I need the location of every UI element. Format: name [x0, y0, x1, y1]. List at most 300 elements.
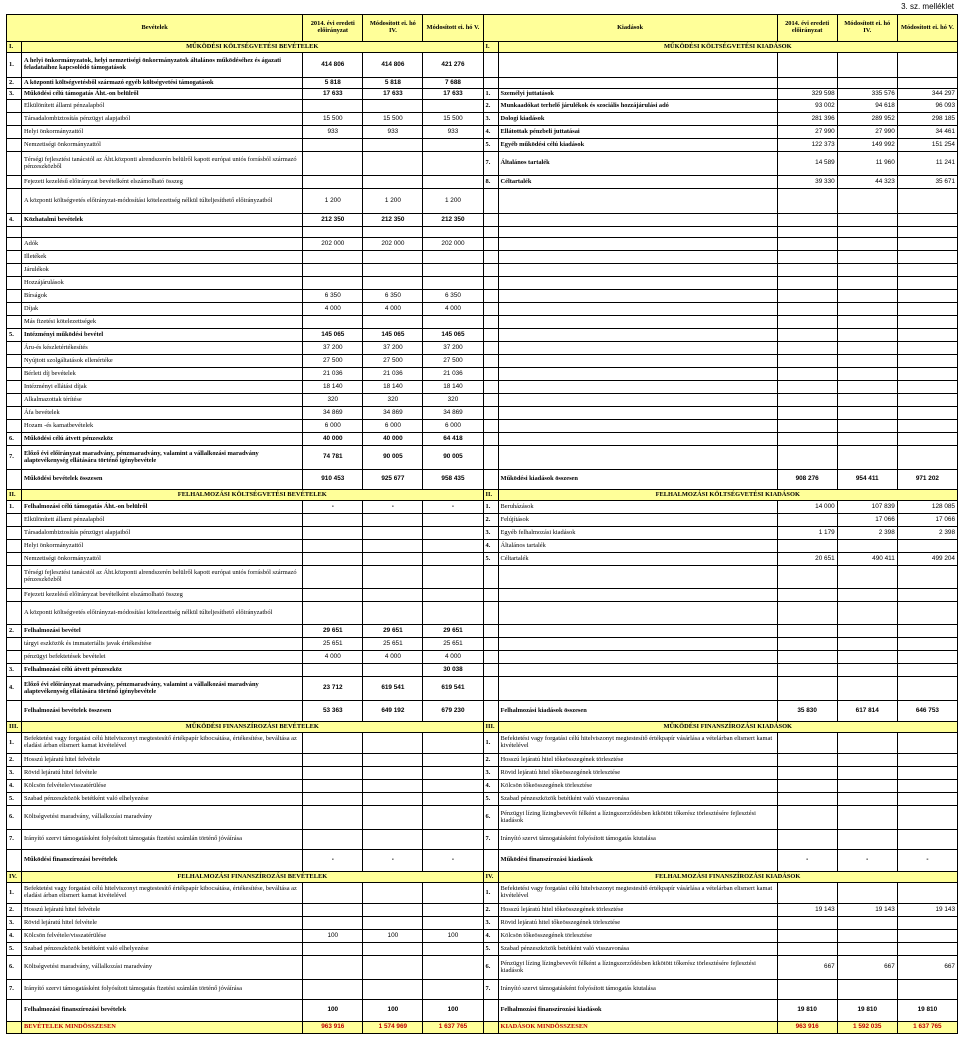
expense-mod-iv	[837, 638, 897, 651]
row-number: 3.	[7, 664, 22, 677]
income-mod-iv	[363, 980, 423, 1000]
expense-label	[498, 433, 777, 446]
expense-mod-iv	[837, 677, 897, 701]
income-eredeti	[303, 100, 363, 113]
expense-label	[498, 664, 777, 677]
expense-mod-iv	[837, 830, 897, 850]
row-number	[483, 238, 498, 251]
income-total-label: Felhalmozási bevételek összesen	[22, 701, 303, 722]
expense-mod-iv	[837, 342, 897, 355]
income-mod-v	[423, 767, 483, 780]
row-number	[7, 381, 22, 394]
section-number: III.	[7, 722, 22, 733]
expense-mod-v	[897, 355, 957, 368]
row-number	[7, 113, 22, 126]
expense-eredeti	[777, 303, 837, 316]
income-eredeti: -	[303, 501, 363, 514]
row-number	[483, 214, 498, 227]
income-total-eredeti: -	[303, 850, 363, 872]
income-mod-v	[423, 139, 483, 152]
expense-mod-v	[897, 754, 957, 767]
expense-mod-iv	[837, 189, 897, 214]
expense-mod-v: 128 085	[897, 501, 957, 514]
expense-eredeti: 20 651	[777, 553, 837, 566]
expense-eredeti	[777, 53, 837, 78]
row-number: 2.	[7, 754, 22, 767]
income-mod-iv	[363, 152, 423, 176]
income-mod-iv: 25 651	[363, 638, 423, 651]
income-mod-v: 202 000	[423, 238, 483, 251]
income-mod-v	[423, 780, 483, 793]
income-eredeti: 202 000	[303, 238, 363, 251]
income-mod-v	[423, 793, 483, 806]
table-row	[7, 980, 958, 1000]
expense-eredeti	[777, 189, 837, 214]
expense-eredeti	[777, 355, 837, 368]
income-mod-iv: 34 869	[363, 407, 423, 420]
expense-eredeti	[777, 394, 837, 407]
row-number	[7, 176, 22, 189]
income-mod-iv	[363, 589, 423, 602]
income-mod-v: 27 500	[423, 355, 483, 368]
row-number: 3.	[483, 113, 498, 126]
income-mod-iv	[363, 553, 423, 566]
header-mod-iv-right	[837, 15, 897, 42]
income-eredeti	[303, 227, 363, 238]
income-eredeti	[303, 830, 363, 850]
row-number	[7, 394, 22, 407]
table-row	[7, 238, 958, 251]
income-label: Térségi fejlesztési tanácstól az Áht.központi alrendszerén belülről kapott európai uniós forrásból származó pénzeszközből	[22, 152, 303, 176]
expense-mod-v: 35 671	[897, 176, 957, 189]
table-row	[7, 342, 958, 355]
income-grand-eredeti: 963 916	[303, 1022, 363, 1034]
income-mod-iv	[363, 602, 423, 625]
row-number	[7, 368, 22, 381]
expense-total-eredeti: -	[777, 850, 837, 872]
table-row	[7, 830, 958, 850]
blank-cell	[7, 470, 22, 490]
row-number: 1.	[483, 89, 498, 100]
expense-label: Kölcsön tőkeösszegének törlesztése	[498, 930, 777, 943]
row-number: 6.	[483, 806, 498, 830]
row-number	[7, 527, 22, 540]
income-mod-iv: 933	[363, 126, 423, 139]
expense-mod-iv	[837, 566, 897, 589]
expense-eredeti	[777, 602, 837, 625]
expense-mod-v	[897, 677, 957, 701]
income-eredeti	[303, 514, 363, 527]
table-row	[7, 368, 958, 381]
table-row	[7, 930, 958, 943]
table-row	[7, 651, 958, 664]
expense-label: Általános tartalék	[498, 540, 777, 553]
income-eredeti	[303, 527, 363, 540]
income-label: Működési célú átvett pénzeszköz	[22, 433, 303, 446]
row-number: 1.	[7, 883, 22, 904]
expense-mod-iv: 27 990	[837, 126, 897, 139]
income-label: Előző évi előirányzat maradvány, pénzmaradvány, valamint a vállalkozási maradvány alaptevékenység ellátására történő igénybevétele	[22, 677, 303, 701]
income-eredeti	[303, 277, 363, 290]
expense-eredeti	[777, 883, 837, 904]
table-row	[7, 189, 958, 214]
section-title: FELHALMOZÁSI FINANSZÍROZÁSI KIADÁSOK	[498, 872, 957, 883]
income-eredeti	[303, 316, 363, 329]
income-mod-iv	[363, 514, 423, 527]
expense-mod-v	[897, 733, 957, 754]
table-row	[7, 956, 958, 980]
income-mod-v	[423, 830, 483, 850]
expense-grand-mod-v: 1 637 765	[897, 1022, 957, 1034]
row-number	[7, 589, 22, 602]
section-header	[7, 42, 958, 53]
income-eredeti	[303, 754, 363, 767]
header-row	[7, 15, 958, 42]
income-mod-iv	[363, 780, 423, 793]
income-mod-v: 421 276	[423, 53, 483, 78]
expense-mod-iv: 289 952	[837, 113, 897, 126]
income-mod-v: 17 633	[423, 89, 483, 100]
income-mod-v	[423, 917, 483, 930]
expense-eredeti: 27 990	[777, 126, 837, 139]
income-label: Intézményi működési bevétel	[22, 329, 303, 342]
expense-mod-iv	[837, 943, 897, 956]
income-label: A központi költségvetés előirányzat-módosítási kötelezettség nélkül túlteljesíthető előirányzatból	[22, 189, 303, 214]
table-row	[7, 767, 958, 780]
budget-body	[7, 42, 958, 1034]
row-number: 4.	[7, 677, 22, 701]
income-total-mod-v: 679 230	[423, 701, 483, 722]
section-title: FELHALMOZÁSI KÖLTSÉGVETÉSI KIADÁSOK	[498, 490, 957, 501]
section-header	[7, 722, 958, 733]
expense-eredeti	[777, 540, 837, 553]
expense-mod-v	[897, 394, 957, 407]
section-number: IV.	[483, 872, 498, 883]
expense-mod-iv: 19 143	[837, 904, 897, 917]
row-number: 3.	[7, 917, 22, 930]
row-number	[7, 342, 22, 355]
income-label: Felhalmozási célú átvett pénzeszköz	[22, 664, 303, 677]
expense-eredeti	[777, 806, 837, 830]
section-number: I.	[7, 42, 22, 53]
expense-eredeti: 1 179	[777, 527, 837, 540]
expense-mod-iv: 44 323	[837, 176, 897, 189]
row-number	[7, 316, 22, 329]
table-row	[7, 602, 958, 625]
expense-label	[498, 355, 777, 368]
table-row	[7, 78, 958, 89]
income-label: tárgyi eszközök és immateriális javak értékesítése	[22, 638, 303, 651]
expense-total-label: Felhalmozási finanszírozási kiadások	[498, 1000, 777, 1022]
row-number: 3.	[483, 917, 498, 930]
income-mod-iv: 90 005	[363, 446, 423, 470]
income-mod-v: 933	[423, 126, 483, 139]
income-mod-v	[423, 806, 483, 830]
expense-mod-v	[897, 227, 957, 238]
income-mod-v	[423, 733, 483, 754]
income-total-mod-iv: 100	[363, 1000, 423, 1022]
header-iv: IV.	[388, 27, 397, 34]
expense-label: Céltartalék	[498, 553, 777, 566]
expense-label	[498, 251, 777, 264]
row-number: 5.	[483, 139, 498, 152]
income-eredeti: 37 200	[303, 342, 363, 355]
expense-mod-v	[897, 540, 957, 553]
row-number: 2.	[483, 100, 498, 113]
row-number	[7, 553, 22, 566]
budget-table	[6, 14, 958, 1034]
income-eredeti: 212 350	[303, 214, 363, 227]
income-eredeti	[303, 917, 363, 930]
blank-cell	[7, 1000, 22, 1022]
blank-cell	[7, 701, 22, 722]
section-title: MŰKÖDÉSI KÖLTSÉGVETÉSI KIADÁSOK	[498, 42, 957, 53]
expense-mod-v: 11 241	[897, 152, 957, 176]
row-number	[7, 638, 22, 651]
income-label: Közhatalmi bevételek	[22, 214, 303, 227]
expense-label: Egyéb felhalmozási kiadások	[498, 527, 777, 540]
expense-mod-v	[897, 930, 957, 943]
table-row	[7, 394, 958, 407]
header-mod-label: Módosított ei. hó	[426, 23, 473, 31]
row-number	[483, 651, 498, 664]
income-mod-iv	[363, 767, 423, 780]
income-mod-iv: 21 036	[363, 368, 423, 381]
expense-eredeti	[777, 793, 837, 806]
income-total-label: Működési bevételek összesen	[22, 470, 303, 490]
table-row	[7, 89, 958, 100]
income-total-mod-iv: 925 677	[363, 470, 423, 490]
table-row	[7, 446, 958, 470]
expense-mod-v	[897, 78, 957, 89]
row-number: 8.	[483, 176, 498, 189]
income-label: Rövid lejáratú hitel felvétele	[22, 917, 303, 930]
table-row	[7, 227, 958, 238]
income-total-eredeti: 910 453	[303, 470, 363, 490]
expense-mod-iv	[837, 651, 897, 664]
expense-label	[498, 303, 777, 316]
expense-mod-v: 17 066	[897, 514, 957, 527]
expense-mod-v: 298 185	[897, 113, 957, 126]
table-row	[7, 53, 958, 78]
expense-mod-v	[897, 446, 957, 470]
income-eredeti	[303, 980, 363, 1000]
income-label: Hosszú lejáratú hitel felvétele	[22, 904, 303, 917]
income-total-label: Felhalmozási finanszírozási bevételek	[22, 1000, 303, 1022]
table-row	[7, 126, 958, 139]
income-label: Felhalmozási bevétel	[22, 625, 303, 638]
expense-mod-v	[897, 381, 957, 394]
expense-total-label: Működési kiadások összesen	[498, 470, 777, 490]
expense-label: Befektetési vagy forgatási célú hitelviszonyt megtestesítő értékpapír vásárlása a vételárban elismert kamat kivételével	[498, 733, 777, 754]
table-row	[7, 139, 958, 152]
expense-mod-iv	[837, 793, 897, 806]
income-label: Irányító szervi támogatásként folyósított támogatás fizetési számlán történő jóváírása	[22, 980, 303, 1000]
expense-total-eredeti: 35 830	[777, 701, 837, 722]
income-label	[22, 227, 303, 238]
expense-label	[498, 566, 777, 589]
income-label: Alkalmazottak térítése	[22, 394, 303, 407]
row-number	[483, 277, 498, 290]
row-number	[483, 420, 498, 433]
expense-total-eredeti: 908 276	[777, 470, 837, 490]
income-label: Társadalombiztosítás pénzügyi alapjaiból	[22, 527, 303, 540]
row-number	[483, 227, 498, 238]
row-number	[483, 566, 498, 589]
income-mod-iv: 4 000	[363, 651, 423, 664]
expense-mod-v	[897, 806, 957, 830]
income-eredeti: 6 350	[303, 290, 363, 303]
income-mod-iv	[363, 227, 423, 238]
expense-eredeti	[777, 329, 837, 342]
expense-mod-v	[897, 883, 957, 904]
expense-total-mod-v: -	[897, 850, 957, 872]
row-number	[483, 446, 498, 470]
income-mod-iv	[363, 793, 423, 806]
income-label: Bérleti díj bevételek	[22, 368, 303, 381]
expense-label	[498, 602, 777, 625]
header-eredeti-left: 2014. évi eredeti előirányzat	[303, 15, 363, 42]
expense-label: Munkaadókat terhelő járulékok és szociális hozzájárulási adó	[498, 100, 777, 113]
income-mod-iv: 6 350	[363, 290, 423, 303]
row-number: 2.	[7, 904, 22, 917]
expense-eredeti: 122 373	[777, 139, 837, 152]
income-mod-v	[423, 152, 483, 176]
income-eredeti: 4 000	[303, 303, 363, 316]
row-number: 5.	[7, 329, 22, 342]
table-row	[7, 355, 958, 368]
income-mod-v	[423, 176, 483, 189]
expense-mod-iv	[837, 394, 897, 407]
income-mod-iv: 27 500	[363, 355, 423, 368]
expense-eredeti: 329 598	[777, 89, 837, 100]
income-mod-v: 6 000	[423, 420, 483, 433]
section-title: MŰKÖDÉSI KÖLTSÉGVETÉSI BEVÉTELEK	[22, 42, 484, 53]
section-total-row	[7, 701, 958, 722]
expense-eredeti	[777, 651, 837, 664]
expense-mod-iv	[837, 917, 897, 930]
expense-label	[498, 189, 777, 214]
table-row	[7, 316, 958, 329]
income-eredeti: 320	[303, 394, 363, 407]
row-number: 1.	[483, 733, 498, 754]
expense-mod-iv	[837, 238, 897, 251]
expense-label	[498, 290, 777, 303]
expense-eredeti	[777, 733, 837, 754]
income-eredeti	[303, 553, 363, 566]
row-number	[483, 264, 498, 277]
section-number: I.	[483, 42, 498, 53]
income-label: Nemzetiségi önkormányzattól	[22, 139, 303, 152]
expense-total-mod-iv: 19 810	[837, 1000, 897, 1022]
grand-total-row	[7, 1022, 958, 1034]
income-mod-iv	[363, 251, 423, 264]
income-eredeti: 27 500	[303, 355, 363, 368]
expense-mod-v	[897, 303, 957, 316]
income-mod-iv: 320	[363, 394, 423, 407]
expense-mod-iv	[837, 806, 897, 830]
income-mod-v: 4 000	[423, 303, 483, 316]
section-number: IV.	[7, 872, 22, 883]
expense-mod-v	[897, 943, 957, 956]
expense-eredeti	[777, 589, 837, 602]
income-mod-v: 29 651	[423, 625, 483, 638]
expense-label: Kölcsön tőkeösszegének törlesztése	[498, 780, 777, 793]
expense-mod-v	[897, 830, 957, 850]
expense-mod-v	[897, 189, 957, 214]
expense-label	[498, 329, 777, 342]
income-label: Járulékok	[22, 264, 303, 277]
income-mod-iv: 18 140	[363, 381, 423, 394]
expense-mod-v	[897, 767, 957, 780]
expense-total-label: Felhalmozási kiadások összesen	[498, 701, 777, 722]
expense-mod-iv	[837, 355, 897, 368]
income-mod-v	[423, 316, 483, 329]
expense-eredeti	[777, 566, 837, 589]
row-number: 4.	[7, 930, 22, 943]
expense-eredeti	[777, 638, 837, 651]
expense-mod-iv	[837, 930, 897, 943]
expense-label	[498, 638, 777, 651]
income-mod-v: 100	[423, 930, 483, 943]
expense-eredeti: 39 330	[777, 176, 837, 189]
income-mod-iv: 1 200	[363, 189, 423, 214]
income-eredeti: 40 000	[303, 433, 363, 446]
income-label: Szabad pénzeszközök betétként való elhelyezése	[22, 793, 303, 806]
section-total-row	[7, 850, 958, 872]
income-label: Nemzetiségi önkormányzattól	[22, 553, 303, 566]
income-mod-iv: 40 000	[363, 433, 423, 446]
expense-grand-total-label: KIADÁSOK MINDÖSSZESEN	[498, 1022, 777, 1034]
table-row	[7, 904, 958, 917]
income-label: Befektetési vagy forgatási célú hitelviszonyt megtestesítő értékpapír kibocsátása, értékesítése, beváltása az eladási árban elismert kamat kivételével	[22, 883, 303, 904]
expense-eredeti	[777, 514, 837, 527]
row-number	[483, 381, 498, 394]
expense-mod-iv	[837, 78, 897, 89]
expense-label	[498, 78, 777, 89]
row-number: 6.	[7, 806, 22, 830]
income-mod-iv: 17 633	[363, 89, 423, 100]
row-number	[483, 602, 498, 625]
income-label: Rövid lejáratú hitel felvétele	[22, 767, 303, 780]
expense-mod-v	[897, 780, 957, 793]
expense-mod-iv	[837, 264, 897, 277]
income-label: Hosszú lejáratú hitel felvétele	[22, 754, 303, 767]
income-mod-iv	[363, 316, 423, 329]
expense-mod-iv	[837, 381, 897, 394]
table-row	[7, 664, 958, 677]
expense-eredeti	[777, 767, 837, 780]
expense-label	[498, 381, 777, 394]
expense-grand-eredeti: 963 916	[777, 1022, 837, 1034]
income-mod-v	[423, 904, 483, 917]
income-mod-v: 1 200	[423, 189, 483, 214]
expense-mod-v	[897, 980, 957, 1000]
expense-label: Befektetési vagy forgatási célú hitelviszonyt megtestesítő értékpapír vásárlása a vételárban elismert kamat kivételével	[498, 883, 777, 904]
income-mod-v: 619 541	[423, 677, 483, 701]
expense-mod-v	[897, 316, 957, 329]
expense-mod-v	[897, 793, 957, 806]
expense-mod-iv	[837, 883, 897, 904]
row-number	[7, 290, 22, 303]
income-mod-iv: 37 200	[363, 342, 423, 355]
income-mod-iv: -	[363, 501, 423, 514]
header-eredeti-right: 2014. évi eredeti előirányzat	[777, 15, 837, 42]
income-mod-v: 4 000	[423, 651, 483, 664]
income-label: Kölcsön felvétele/visszatérülése	[22, 780, 303, 793]
expense-label: Rövid lejáratú hitel tőkeösszegének törlesztése	[498, 767, 777, 780]
income-mod-iv: 5 818	[363, 78, 423, 89]
